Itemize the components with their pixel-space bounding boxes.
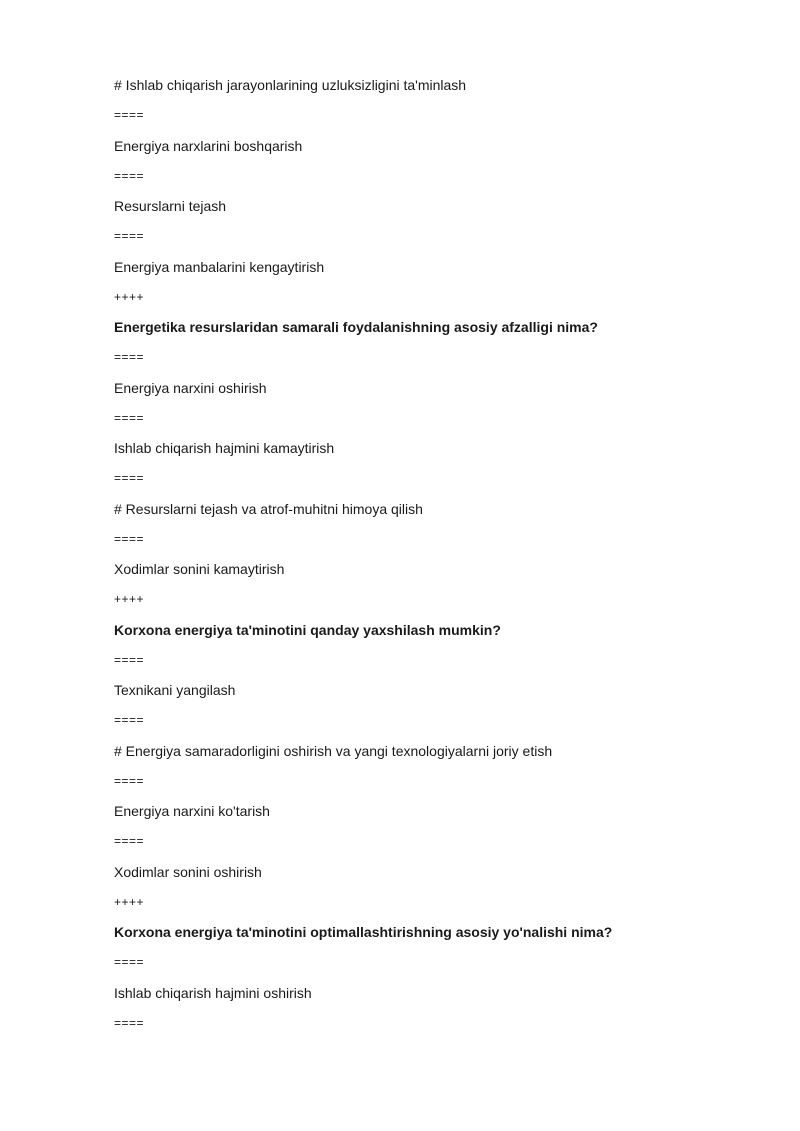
separator-line: ++++	[114, 592, 145, 607]
answer-line: # Energiya samaradorligini oshirish va yangi texnologiyalarni joriy etish	[114, 742, 553, 759]
separator-line: ====	[114, 168, 145, 183]
separator-line: ====	[114, 229, 145, 244]
answer-line: Texnikani yangilash	[114, 682, 236, 698]
question-line: Korxona energiya ta'minotini optimallashtirishning asosiy yo'nalishi nima?	[114, 924, 613, 940]
answer-line: Ishlab chiqarish hajmini kamaytirish	[114, 440, 335, 456]
separator-line: ++++	[114, 894, 145, 909]
separator-line: ====	[114, 410, 145, 425]
answer-line: Energiya manbalarini kengaytirish	[114, 258, 325, 275]
separator-line: ++++	[114, 289, 145, 304]
separator-line: ====	[114, 350, 145, 365]
answer-line: Resurslarni tejash	[114, 198, 227, 214]
answer-line: Ishlab chiqarish hajmini oshirish	[114, 984, 312, 1001]
separator-line: ====	[114, 955, 145, 970]
answer-line: Energiya narxini ko'tarish	[114, 803, 270, 819]
answer-line: Energiya narxlarini boshqarish	[114, 137, 303, 154]
separator-line: ====	[114, 531, 145, 546]
separator-line: ====	[114, 834, 145, 849]
answer-line: # Ishlab chiqarish jarayonlarining uzluksizligini ta'minlash	[114, 77, 467, 93]
question-line: Korxona energiya ta'minotini qanday yaxshilash mumkin?	[114, 621, 501, 638]
question-line: Energetika resurslaridan samarali foydalanishning asosiy afzalligi nima?	[114, 319, 598, 335]
separator-line: ====	[114, 773, 145, 788]
separator-line: ====	[114, 471, 145, 486]
answer-line: # Resurslarni tejash va atrof-muhitni himoya qilish	[114, 500, 423, 517]
separator-line: ====	[114, 1015, 145, 1030]
answer-line: Xodimlar sonini oshirish	[114, 863, 262, 880]
separator-line: ====	[114, 713, 145, 728]
answer-line: Xodimlar sonini kamaytirish	[114, 561, 285, 577]
answer-line: Energiya narxini oshirish	[114, 379, 267, 396]
separator-line: ====	[114, 108, 145, 123]
separator-line: ====	[114, 652, 145, 667]
document-lines	[114, 74, 754, 1042]
